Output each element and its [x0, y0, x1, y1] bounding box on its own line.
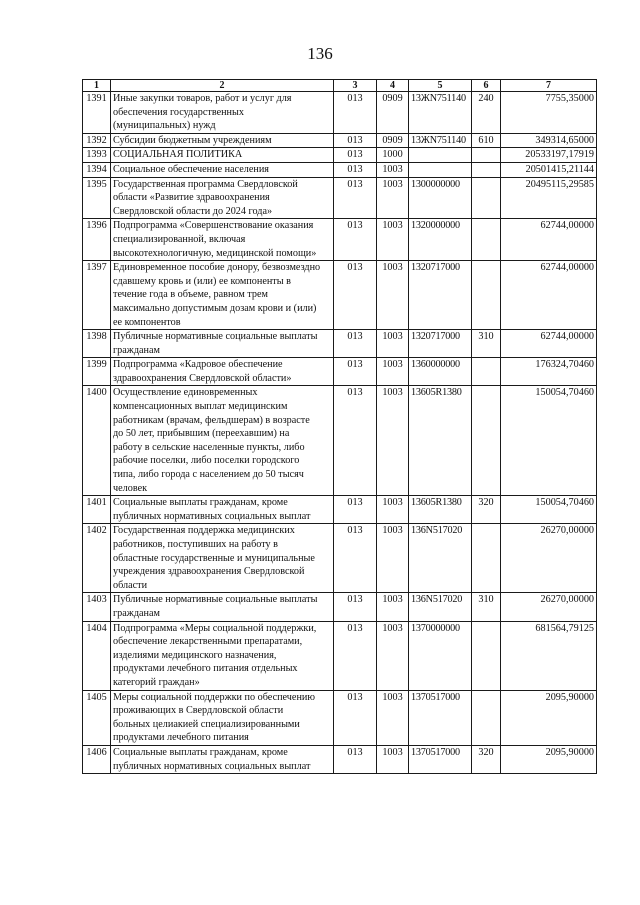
section-code: 1003	[377, 330, 409, 358]
header-col-5: 5	[409, 80, 472, 92]
description-line: Субсидии бюджетным учреждениям	[113, 134, 272, 146]
row-description	[111, 593, 334, 621]
description-line: проживающих в Свердловской области	[113, 705, 284, 717]
expense-type-code	[472, 621, 501, 690]
row-number: 1392	[83, 133, 111, 148]
row-description	[111, 496, 334, 524]
amount-value: 176324,70460	[501, 358, 597, 386]
department-code: 013	[334, 386, 377, 496]
amount-value: 62744,00000	[501, 330, 597, 358]
expense-type-code	[472, 177, 501, 219]
description-line: Осуществление единовременных	[113, 387, 258, 399]
section-code: 1003	[377, 621, 409, 690]
department-code: 013	[334, 92, 377, 134]
target-article-code	[409, 162, 472, 177]
expense-type-code: 240	[472, 92, 501, 134]
table-row	[83, 386, 597, 496]
description-line: областные государственные и муниципальные	[113, 552, 315, 564]
row-description	[111, 133, 334, 148]
description-line: Публичные нормативные социальные выплаты	[113, 594, 318, 606]
expense-type-code	[472, 524, 501, 593]
description-line: СОЦИАЛЬНАЯ ПОЛИТИКА	[113, 149, 243, 161]
target-article-code: 1320717000	[409, 330, 472, 358]
description-line: публичных нормативных социальных выплат	[113, 510, 311, 522]
row-description	[111, 690, 334, 745]
description-line: категорий граждан»	[113, 676, 200, 688]
target-article-code: 13605R1380	[409, 386, 472, 496]
row-description	[111, 261, 334, 330]
description-line: специализированной, включая	[113, 233, 246, 245]
expense-type-code	[472, 219, 501, 261]
department-code: 013	[334, 690, 377, 745]
description-line: высокотехнологичную, медицинской помощи»	[113, 247, 317, 259]
row-description	[111, 177, 334, 219]
table-row	[83, 219, 597, 261]
target-article-code: 13ЖN751140	[409, 133, 472, 148]
header-col-6: 6	[472, 80, 501, 92]
row-description	[111, 745, 334, 773]
amount-value: 349314,65000	[501, 133, 597, 148]
description-line: публичных нормативных социальных выплат	[113, 760, 311, 772]
expense-type-code	[472, 358, 501, 386]
section-code: 1003	[377, 386, 409, 496]
description-line: Государственная поддержка медицинских	[113, 525, 295, 537]
row-description	[111, 358, 334, 386]
expense-type-code: 320	[472, 496, 501, 524]
row-description	[111, 386, 334, 496]
row-description	[111, 148, 334, 163]
description-line: гражданам	[113, 607, 160, 619]
row-description	[111, 621, 334, 690]
row-number: 1396	[83, 219, 111, 261]
description-line: течение года в объеме, равном трем	[113, 289, 268, 301]
description-line: Подпрограмма «Совершенствование оказания	[113, 220, 314, 232]
description-line: обеспечения государственных	[113, 106, 244, 118]
amount-value: 62744,00000	[501, 261, 597, 330]
description-line: работников, поступивших на работу в	[113, 539, 278, 550]
table-row	[83, 496, 597, 524]
description-line: работникам (врачам, фельдшерам) в возрасте	[113, 414, 310, 426]
amount-value: 20533197,17919	[501, 148, 597, 163]
amount-value: 26270,00000	[501, 593, 597, 621]
description-line: работу в сельские населенные пункты, либо	[113, 441, 305, 453]
description-line: Единовременное пособие донору, безвозмездно	[113, 262, 321, 274]
department-code: 013	[334, 330, 377, 358]
expense-type-code	[472, 261, 501, 330]
table-row	[83, 593, 597, 621]
table-body	[83, 92, 597, 774]
row-number: 1395	[83, 177, 111, 219]
amount-value: 2095,90000	[501, 690, 597, 745]
row-number: 1406	[83, 745, 111, 773]
expense-type-code: 310	[472, 593, 501, 621]
description-line: (муниципальных) нужд	[113, 120, 216, 132]
header-col-2: 2	[111, 80, 334, 92]
department-code: 013	[334, 496, 377, 524]
target-article-code: 1370517000	[409, 690, 472, 745]
row-number: 1405	[83, 690, 111, 745]
row-number: 1402	[83, 524, 111, 593]
description-line: компенсационных выплат медицинским	[113, 401, 288, 413]
description-line: больных целиакией специализированными	[113, 718, 300, 730]
description-line: Подпрограмма «Меры социальной поддержки,	[113, 622, 317, 634]
description-line: до 50 лет, прибывшим (переехавшим) на	[113, 428, 290, 440]
section-code: 0909	[377, 133, 409, 148]
table-row	[83, 524, 597, 593]
target-article-code: 13605R1380	[409, 496, 472, 524]
target-article-code: 1300000000	[409, 177, 472, 219]
description-line: учреждения здравоохранения Свердловской	[113, 566, 305, 578]
target-article-code	[409, 148, 472, 163]
header-col-7: 7	[501, 80, 597, 92]
description-line: рабочие поселки, либо поселки городского	[113, 455, 300, 467]
row-number: 1398	[83, 330, 111, 358]
department-code: 013	[334, 177, 377, 219]
department-code: 013	[334, 358, 377, 386]
description-line: Социальное обеспечение населения	[113, 163, 269, 175]
description-line: области «Развитие здравоохранения	[113, 192, 270, 204]
target-article-code: 1320000000	[409, 219, 472, 261]
amount-value: 2095,90000	[501, 745, 597, 773]
table-row	[83, 162, 597, 177]
expense-type-code	[472, 690, 501, 745]
description-line: гражданам	[113, 344, 160, 356]
section-code: 1003	[377, 496, 409, 524]
section-code: 1003	[377, 162, 409, 177]
table-row	[83, 690, 597, 745]
table-row	[83, 358, 597, 386]
department-code: 013	[334, 261, 377, 330]
header-col-3: 3	[334, 80, 377, 92]
budget-table	[82, 79, 597, 774]
amount-value: 62744,00000	[501, 219, 597, 261]
amount-value: 20495115,29585	[501, 177, 597, 219]
section-code: 1003	[377, 358, 409, 386]
amount-value: 150054,70460	[501, 386, 597, 496]
section-code: 0909	[377, 92, 409, 134]
description-line: здравоохранения Свердловской области»	[113, 372, 292, 384]
header-row	[83, 80, 597, 92]
description-line: типа, либо города с населением до 50 тысяч	[113, 469, 304, 481]
table-row	[83, 621, 597, 690]
department-code: 013	[334, 593, 377, 621]
description-line: Свердловской области до 2024 года»	[113, 205, 273, 217]
description-line: продуктами лечебного питания	[113, 732, 249, 744]
row-number: 1401	[83, 496, 111, 524]
expense-type-code	[472, 386, 501, 496]
header-col-4: 4	[377, 80, 409, 92]
row-description	[111, 330, 334, 358]
description-line: Меры социальной поддержки по обеспечению	[113, 691, 315, 703]
description-line: Социальные выплаты гражданам, кроме	[113, 497, 288, 509]
row-number: 1393	[83, 148, 111, 163]
description-line: Публичные нормативные социальные выплаты	[113, 331, 318, 343]
description-line: изделиями медицинского назначения,	[113, 649, 277, 661]
section-code: 1003	[377, 524, 409, 593]
section-code: 1003	[377, 177, 409, 219]
header-col-1: 1	[83, 80, 111, 92]
target-article-code: 1360000000	[409, 358, 472, 386]
target-article-code: 1320717000	[409, 261, 472, 330]
section-code: 1003	[377, 745, 409, 773]
table-row	[83, 177, 597, 219]
department-code: 013	[334, 133, 377, 148]
department-code: 013	[334, 524, 377, 593]
target-article-code: 13ЖN751140	[409, 92, 472, 134]
table-row	[83, 133, 597, 148]
section-code: 1003	[377, 261, 409, 330]
department-code: 013	[334, 621, 377, 690]
description-line: области	[113, 579, 148, 591]
table-row	[83, 92, 597, 134]
row-description	[111, 219, 334, 261]
target-article-code: 136N517020	[409, 524, 472, 593]
target-article-code: 1370517000	[409, 745, 472, 773]
description-line: Подпрограмма «Кадровое обеспечение	[113, 359, 283, 371]
expense-type-code: 320	[472, 745, 501, 773]
row-number: 1403	[83, 593, 111, 621]
row-number: 1399	[83, 358, 111, 386]
description-line: Иные закупки товаров, работ и услуг для	[113, 93, 292, 104]
description-line: продуктами лечебного питания отдельных	[113, 663, 298, 675]
description-line: максимально допустимым дозам крови и (или)	[113, 302, 317, 314]
description-line: Государственная программа Свердловской	[113, 178, 298, 190]
description-line: ее компонентов	[113, 316, 181, 328]
section-code: 1003	[377, 219, 409, 261]
section-code: 1003	[377, 593, 409, 621]
row-number: 1397	[83, 261, 111, 330]
description-line: сдавшему кровь и (или) ее компоненты в	[113, 275, 291, 287]
department-code: 013	[334, 219, 377, 261]
description-line: человек	[113, 482, 148, 494]
table-row	[83, 745, 597, 773]
target-article-code: 1370000000	[409, 621, 472, 690]
section-code: 1000	[377, 148, 409, 163]
page-number: 136	[307, 44, 333, 63]
amount-value: 26270,00000	[501, 524, 597, 593]
section-code: 1003	[377, 690, 409, 745]
department-code: 013	[334, 162, 377, 177]
description-line: Социальные выплаты гражданам, кроме	[113, 746, 288, 758]
amount-value: 7755,35000	[501, 92, 597, 134]
department-code: 013	[334, 745, 377, 773]
row-number: 1404	[83, 621, 111, 690]
row-description	[111, 92, 334, 134]
amount-value: 150054,70460	[501, 496, 597, 524]
row-number: 1391	[83, 92, 111, 134]
expense-type-code: 310	[472, 330, 501, 358]
row-number: 1400	[83, 386, 111, 496]
expense-type-code: 610	[472, 133, 501, 148]
amount-value: 20501415,21144	[501, 162, 597, 177]
table-row	[83, 148, 597, 163]
target-article-code: 136N517020	[409, 593, 472, 621]
expense-type-code	[472, 162, 501, 177]
department-code: 013	[334, 148, 377, 163]
row-description	[111, 162, 334, 177]
row-description	[111, 524, 334, 593]
description-line: обеспечение лекарственными препаратами,	[113, 636, 303, 648]
row-number: 1394	[83, 162, 111, 177]
table-row	[83, 330, 597, 358]
table-row	[83, 261, 597, 330]
expense-type-code	[472, 148, 501, 163]
amount-value: 681564,79125	[501, 621, 597, 690]
